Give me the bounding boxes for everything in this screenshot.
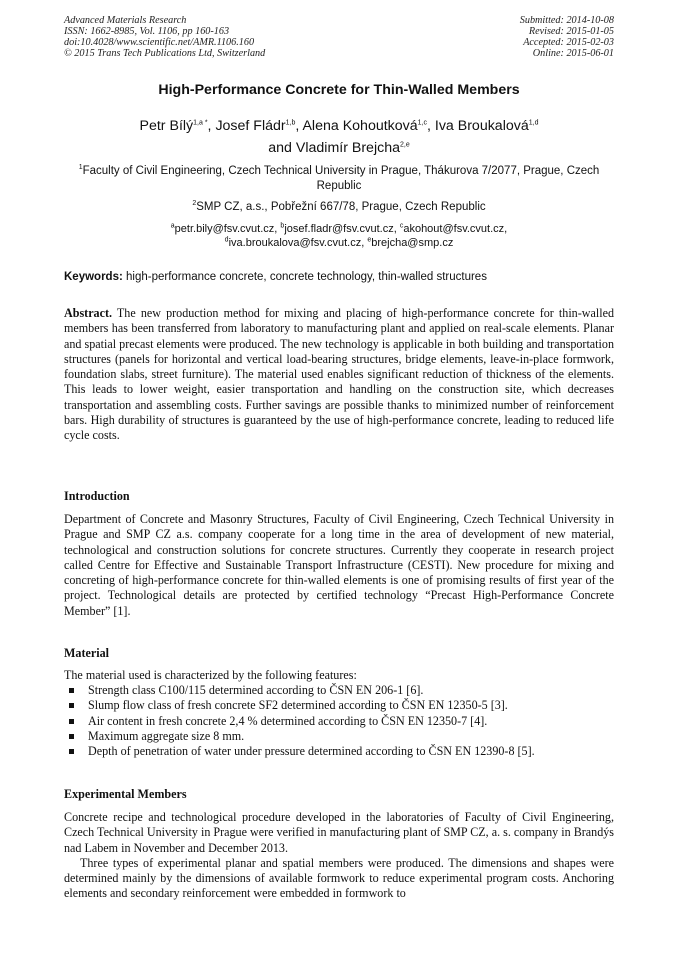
email-sup: d <box>224 236 229 244</box>
square-bullet-icon <box>69 688 74 693</box>
email-sup: c <box>399 222 404 230</box>
email-line-1: $^a$petr.bily@fsv.cvut.cz, $^b$josef.fladr@fsv.cvut.cz, $^c$akohout@fsv.cvut.cz, <box>170 222 508 235</box>
section-heading-introduction: Introduction <box>64 489 130 503</box>
author-line-1: Petr Bílý$^{1,a *}$, Josef Fládr$^{1,b}$, Alena Kohoutková$^{1,c}$, Iva Broukalová$^{1,d}$ <box>139 118 539 134</box>
email-sup: e <box>367 236 372 244</box>
author-name: Petr Bílý <box>139 118 194 134</box>
material-feature-list <box>64 683 614 759</box>
date-online: Online: 2015-06-01 <box>532 48 614 59</box>
author-sup: 1,d <box>528 119 539 127</box>
author-sup: 2,e <box>399 141 410 149</box>
journal-name: Advanced Materials Research <box>64 15 187 26</box>
keywords-text: high-performance concrete, concrete technology, thin-walled structures <box>126 271 487 283</box>
journal-issn: ISSN: 1662-8985, Vol. 1106, pp 160-163 <box>64 26 230 37</box>
list-item <box>64 744 614 759</box>
square-bullet-icon <box>69 719 74 724</box>
author-line-2 <box>60 137 618 159</box>
journal-doi: doi:10.4028/www.scientific.net/AMR.1106.160 <box>64 37 255 48</box>
feature-text: Strength class C100/115 determined according to ČSN EN 206-1 [6]. <box>88 683 424 697</box>
square-bullet-icon <box>69 703 74 708</box>
author-sup: 1,a * <box>193 119 208 127</box>
list-item <box>64 698 614 713</box>
email-link[interactable]: iva.broukalova@fsv.cvut.cz <box>228 237 362 249</box>
list-item <box>64 683 614 698</box>
section-heading-experimental-members: Experimental Members <box>64 787 187 801</box>
email-link[interactable]: josef.fladr@fsv.cvut.cz <box>284 223 394 235</box>
date-submitted: Submitted: 2014-10-08 <box>519 15 614 26</box>
email-sup: a <box>170 222 175 230</box>
email-link[interactable]: brejcha@smp.cz <box>371 237 454 249</box>
experimental-text <box>64 810 614 902</box>
affiliation-1 <box>60 164 618 193</box>
affiliation-text: SMP CZ, a.s., Pobřežní 667/78, Prague, Czech Republic <box>196 201 486 213</box>
square-bullet-icon <box>69 734 74 739</box>
date-accepted: Accepted: 2015-02-03 <box>523 37 614 48</box>
keywords <box>64 271 616 283</box>
affiliation-text: Faculty of Civil Engineering, Czech Technical University in Prague, Thákurova 7/2077, Prague, Czech Republic <box>82 165 600 192</box>
author-emails <box>60 222 618 250</box>
journal-info <box>64 15 265 59</box>
date-revised: Revised: 2015-01-05 <box>528 26 614 37</box>
keywords-label: Keywords: <box>64 271 123 283</box>
affiliation-sup: 1 <box>78 164 83 172</box>
author-name: Vladimír Brejcha <box>295 140 400 156</box>
experimental-paragraph-2: Three types of experimental planar and spatial members were produced. The dimensions and shapes were determined mainly by the dimensions of available formwork to reduce experimental program costs. Anchoring elements and secondary reinforcement were embedded in formwork to <box>64 855 614 901</box>
author-name: Iva Broukalová <box>434 118 529 134</box>
feature-text: Maximum aggregate size 8 mm. <box>88 728 245 743</box>
section-heading-material: Material <box>64 646 109 660</box>
email-link[interactable]: akohout@fsv.cvut.cz <box>403 223 505 235</box>
list-item <box>64 714 614 729</box>
author-name: Alena Kohoutková <box>302 118 418 134</box>
material-intro: The material used is characterized by the following features: <box>64 668 357 682</box>
author-name: Josef Fládr <box>215 118 286 134</box>
abstract-label: Abstract. <box>64 306 113 320</box>
square-bullet-icon <box>69 749 74 754</box>
author-list <box>60 115 618 159</box>
abstract <box>64 306 614 444</box>
journal-copyright: © 2015 Trans Tech Publications Ltd, Switzerland <box>64 48 266 59</box>
author-sup: 1,c <box>417 119 427 127</box>
list-item <box>64 729 614 744</box>
introduction-text: Department of Concrete and Masonry Structures, Faculty of Civil Engineering, Czech Technical University in Prague and SMP CZ a.s. company cooperate for a long time in the area of development of new material, technological and construction solutions for concrete structures. Currently they cooperate in research project called Centre for Effective and Sustainable Transport Infrastructure (CESTI). New procedure for mixing and concreting of high-performance concrete for thin-walled elements is one of promising results of first year of the project. Technological details are protected by certified technology “Precast High-Performance Concrete Member” [1]. <box>64 512 614 618</box>
email-sup: b <box>280 222 285 230</box>
email-line-2: $^d$iva.broukalova@fsv.cvut.cz, $^e$brejcha@smp.cz <box>224 236 454 249</box>
abstract-text: The new production method for mixing and placing of high-performance concrete for thin-walled members has been transferred from laboratory to manufacturing plant and applied on real-scale elements. Planar and spatial precast elements were produced. The new technology is applicable in both building and transportation structures (panels for horizontal and vertical load-bearing structures, bridge elements, leave-in-place formwork, foundation slabs, street furniture). The material used enables significant reduction of thickness of the elements. This leads to lower weight, easier transportation and handling on the construction site, which decreases transportation and assembling costs. Further savings are possible thanks to minimized number of reinforcement bars. High durability of structures is guaranteed by the use of high-performance concrete, leading to reduced life cycle costs. <box>64 306 614 443</box>
author-sup: 1,b <box>285 119 296 127</box>
paper-title: High-Performance Concrete for Thin-Walled Members <box>158 82 520 98</box>
feature-text: Depth of penetration of water under pressure determined according to ČSN EN 12390-8 [5]. <box>88 744 535 759</box>
affiliation-2 <box>60 200 618 215</box>
affiliation-sup: 2 <box>192 200 197 208</box>
feature-text: Air content in fresh concrete 2,4 % determined according to ČSN EN 12350-7 [4]. <box>88 713 488 728</box>
publication-dates <box>520 15 614 59</box>
author-and: and <box>268 140 292 156</box>
experimental-paragraph-1: Concrete recipe and technological procedure developed in the laboratories of Faculty of Civil Engineering, Czech Technical University in Prague were verified in manufacturing plant of SMP CZ, a. s. company in Brandýs nad Labem in November and December 2013. <box>64 810 614 855</box>
email-link[interactable]: petr.bily@fsv.cvut.cz <box>174 223 275 235</box>
feature-text: Slump flow class of fresh concrete SF2 determined according to ČSN EN 12350-5 [3]. <box>88 698 508 713</box>
